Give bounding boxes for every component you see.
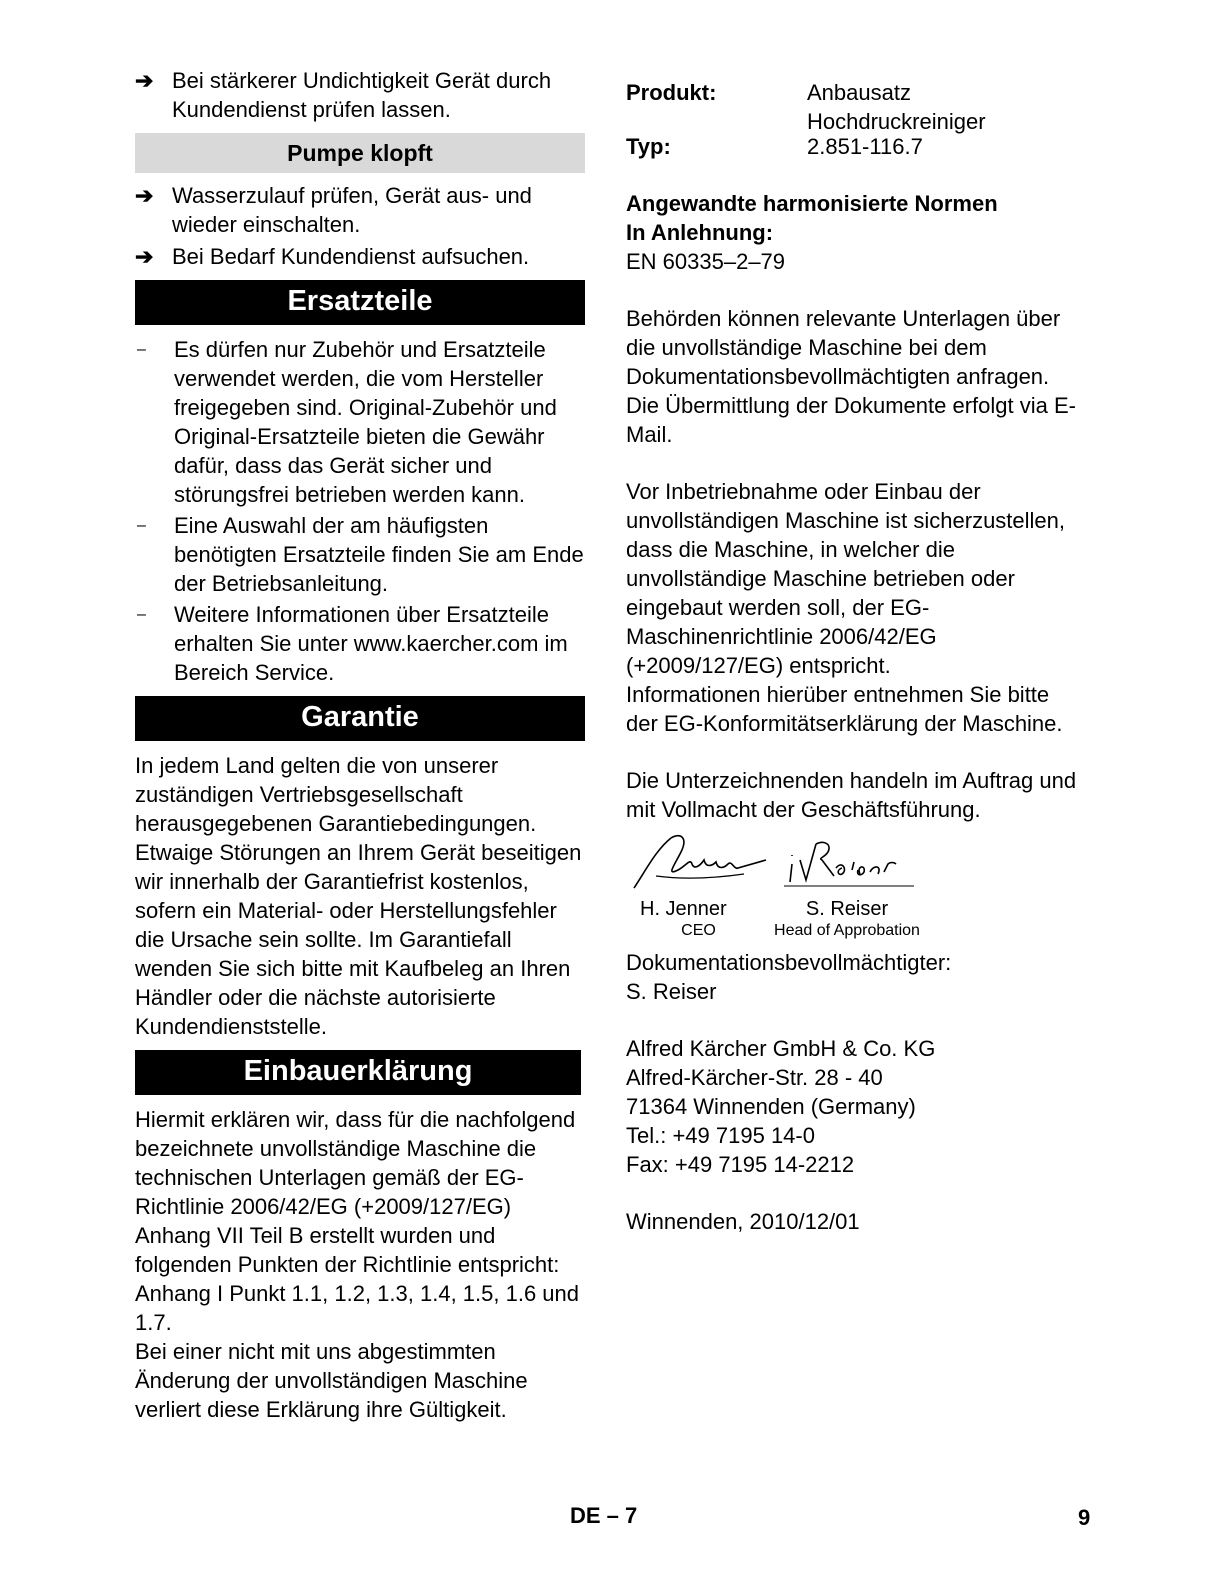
left-column [135,66,585,1424]
normen-value: EN 60335–2–79 [626,249,786,274]
paragraph-unterzeichnende: Die Unterzeichnenden handeln im Auftrag und mit Vollmacht der Geschäftsführung. [626,768,1077,822]
einbau-text-2: Bei einer nicht mit uns abgestimmten Änderung der unvollständigen Maschine verliert diese Erklärung ihre Gültigkeit. [135,1339,528,1422]
list-item [135,511,585,598]
right-column [626,78,1078,1236]
list-item-text: Weitere Informationen über Ersatzteile erhalten Sie unter www.kaercher.com im Bereich Service. [174,602,568,685]
address-line: 71364 Winnenden (Germany) [626,1094,916,1119]
paragraph-inbetriebnahme: Vor Inbetriebnahme oder Einbau der unvollständigen Maschine ist sicherzustellen, dass die Maschine, in welcher die unvollständige Maschine betrieben oder eingebaut werden soll, der EG-Maschinenrichtlinie 2006/42/EG (+2009/127/EG) entspricht. [626,479,1066,678]
typ-label: Typ: [626,134,671,159]
produkt-row [626,78,1078,136]
page-number: 9 [1078,1505,1091,1530]
list-item-text: Wasserzulauf prüfen, Gerät aus- und wieder einschalten. [172,183,532,237]
list-item [135,66,585,124]
list-item-text: Es dürfen nur Zubehör und Ersatzteile verwendet werden, die vom Hersteller freigegeben sind. Original-Zubehör und Original-Ersatzteile bieten die Gewähr dafür, dass das Gerät sicher und störungsfrei betrieben werden kann. [174,337,557,507]
address-line: Alfred Kärcher GmbH & Co. KG [626,1036,936,1061]
section-heading-einbauerklaerung: Einbauerklärung [135,1050,581,1095]
address-line: Alfred-Kärcher-Str. 28 - 40 [626,1065,883,1090]
signature-reiser [772,830,922,941]
arrow-right-icon: ➔ [135,183,154,208]
section-heading-pumpe-klopft: Pumpe klopft [135,133,585,173]
signer-title: Head of Approbation [774,922,920,939]
signer-title: CEO [681,922,716,939]
section-page-label: DE – 7 [570,1503,638,1528]
normen-subheading: In Anlehnung: [626,220,774,245]
signer-name: S. Reiser [805,898,889,920]
dokumentation-label: Dokumentationsbevollmächtigter: [626,950,952,975]
paragraph-informationen: Informationen hierüber entnehmen Sie bitte der EG-Konformitätserklärung der Maschine. [626,682,1063,736]
paragraph-behoerden: Behörden können relevante Unterlagen über die unvollständige Maschine bei dem Dokumentationsbevollmächtigten anfragen. Die Übermittlung der Dokumente erfolgt via E-Mail. [626,306,1076,447]
arrow-right-icon: ➔ [135,68,154,93]
list-item [135,335,585,509]
produkt-value: Anbausatz Hochdruckreiniger [807,80,986,134]
signer-name: H. Jenner [640,898,727,920]
einbau-text-1: Hiermit erklären wir, dass für die nachfolgend bezeichnete unvollständige Maschine die technischen Unterlagen gemäß der EG-Richtlinie 2006/42/EG (+2009/127/EG) Anhang VII Teil B erstellt wurden und folgenden Punkten der Richtlinie entspricht: Anhang I Punkt 1.1, 1.2, 1.3, 1.4, 1.5, 1.6 und 1.7. [135,1107,579,1335]
address-line: Fax: +49 7195 14-2212 [626,1152,855,1177]
list-item [135,600,585,687]
section-heading-garantie: Garantie [135,696,585,741]
dash-bullet: – [137,341,146,358]
dokumentation-name: S. Reiser [626,979,717,1004]
address-line: Tel.: +49 7195 14-0 [626,1123,815,1148]
dash-bullet: – [137,606,146,623]
handwritten-signature-jenner [626,830,771,892]
typ-row [626,132,1078,161]
list-item-text: Eine Auswahl der am häufigsten benötigten Ersatzteile finden Sie am Ende der Betriebsanleitung. [174,513,584,596]
arrow-right-icon: ➔ [135,244,154,269]
normen-heading: Angewandte harmonisierte Normen [626,191,998,216]
section-heading-ersatzteile: Ersatzteile [135,280,585,325]
typ-value: 2.851-116.7 [807,134,923,159]
produkt-label: Produkt: [626,80,717,105]
list-item [135,181,585,239]
dash-bullet: – [137,517,146,534]
list-item [135,242,585,271]
garantie-text: In jedem Land gelten die von unserer zuständigen Vertriebsgesellschaft herausgegebenen Garantiebedingungen. Etwaige Störungen an Ihrem Gerät beseitigen wir innerhalb der Garantiefrist kostenlos, sofern ein Material- oder Herstellungsfehler die Ursache sein sollte. Im Garantiefall wenden Sie sich bitte mit Kaufbeleg an Ihren Händler oder die nächste autorisierte Kundendienststelle. [135,753,582,1039]
list-item-text: Bei Bedarf Kundendienst aufsuchen. [172,244,530,269]
handwritten-signature-reiser [772,830,922,892]
list-item-text: Bei stärkerer Undichtigkeit Gerät durch Kundendienst prüfen lassen. [172,68,552,122]
signature-jenner [626,830,771,941]
signature-row [626,830,1078,940]
place-date: Winnenden, 2010/12/01 [626,1209,860,1234]
